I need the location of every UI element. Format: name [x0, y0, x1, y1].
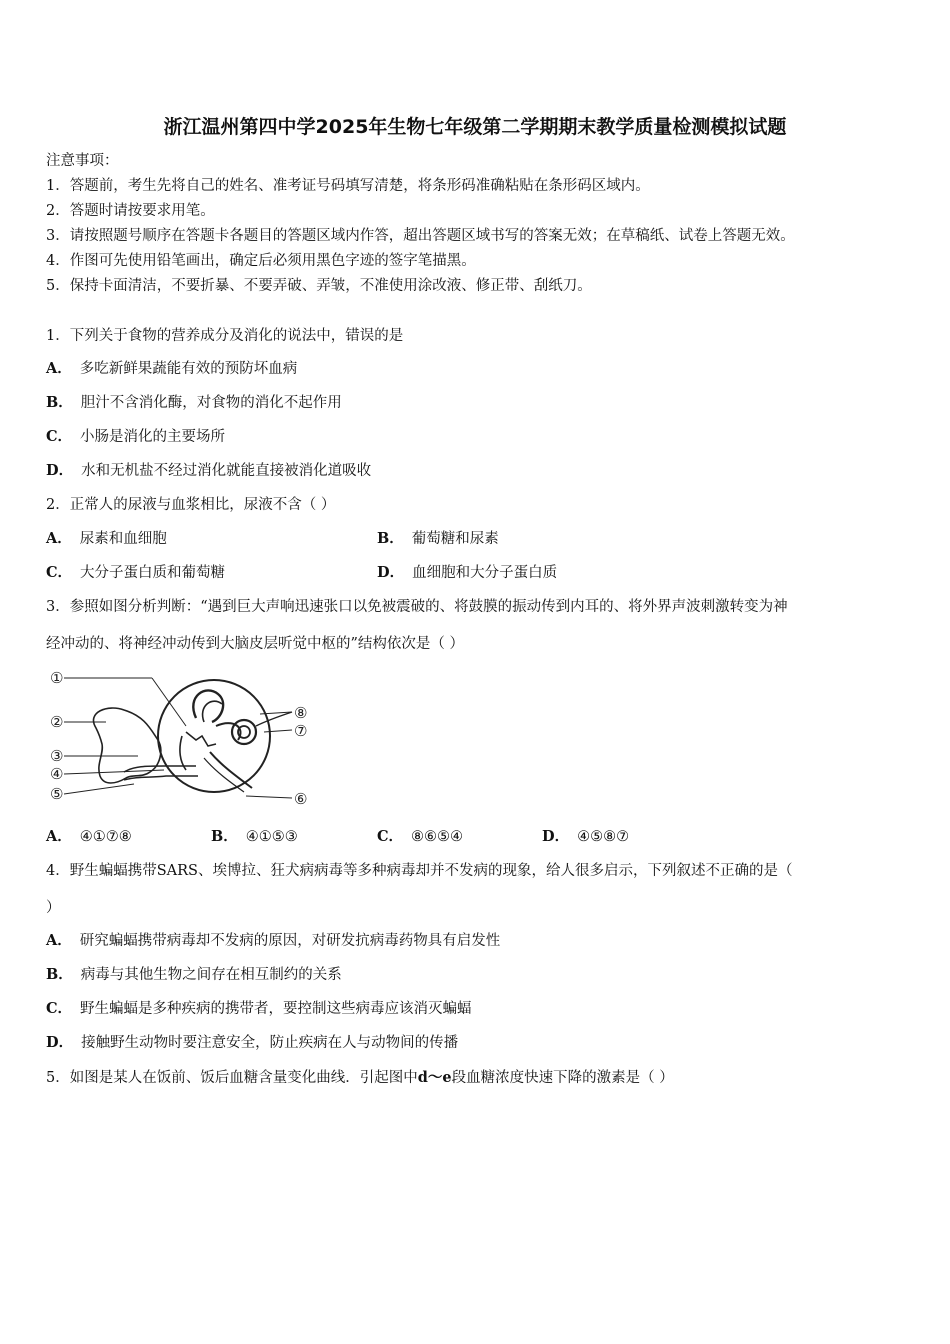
option-text: 野生蝙蝠是多种疾病的携带者，要控制这些病毒应该消灭蝙蝠 — [80, 1001, 472, 1017]
ossicles — [186, 732, 216, 746]
option-label: C． — [46, 1000, 73, 1017]
notice-item: 3．请按照题号顺序在答题卡各题目的答题区域内作答，超出答题区域书写的答案无效；在草稿纸、试卷上答题无效。 — [46, 228, 795, 244]
question-3-stem-line-2: 经冲动的、将神经冲动传到大脑皮层听觉中枢的”结构依次是（ ） — [46, 636, 465, 652]
option-text: 研究蝙蝠携带病毒却不发病的原因，对研发抗病毒药物具有启发性 — [79, 933, 501, 949]
option-text: 胆汁不含消化酶，对食物的消化不起作用 — [80, 395, 342, 411]
option-label: A． — [46, 932, 72, 949]
question-2-option-b — [377, 529, 499, 549]
option-text: ④①⑦⑧ — [79, 829, 132, 845]
question-5-stem-tail: 段血糖浓度快速下降的激素是（ ） — [451, 1070, 674, 1086]
question-4-stem-line-2: ） — [46, 900, 61, 916]
figure-label-4: ④ — [50, 765, 64, 783]
question-5-segment-label: d～e — [417, 1069, 452, 1086]
eardrum — [180, 736, 186, 770]
question-2-option-a — [46, 529, 167, 549]
option-text: 尿素和血细胞 — [79, 531, 167, 547]
option-label: A． — [46, 360, 72, 377]
option-label: C． — [46, 428, 73, 445]
semicircular-canal-c — [216, 723, 241, 740]
question-5-stem — [46, 1068, 674, 1088]
notice-item: 5．保持卡面清洁，不要折暴、不要弄破、弄皱，不准使用涂改液、修正带、刮纸刀。 — [46, 278, 592, 294]
option-label: C． — [377, 828, 404, 845]
option-text: 病毒与其他生物之间存在相互制约的关系 — [80, 967, 342, 983]
question-4-option-d — [46, 1033, 458, 1053]
question-1-option-c — [46, 427, 225, 447]
figure-label-1: ① — [50, 669, 64, 687]
option-text: 水和无机盐不经过消化就能直接被消化道吸收 — [81, 463, 372, 479]
option-label: D． — [542, 828, 570, 845]
option-label: B． — [46, 394, 73, 411]
option-label: B． — [377, 530, 404, 547]
notice-item: 1．答题前，考生先将自己的姓名、准考证号码填写清楚，将条形码准确粘贴在条形码区域内。 — [46, 178, 650, 194]
magnifier-circle — [158, 680, 270, 792]
cochlea-outer — [232, 720, 256, 744]
notice-item: 4．作图可先使用铅笔画出，确定后必须用黑色字迹的签字笔描黑。 — [46, 253, 476, 269]
option-label: D． — [377, 564, 405, 581]
question-4-option-b — [46, 965, 342, 985]
figure-label-8: ⑧ — [294, 704, 308, 722]
question-1-stem: 1．下列关于食物的营养成分及消化的说法中，错误的是 — [46, 328, 404, 344]
question-4-stem-line-1: 4．野生蝙蝠携带SARS、埃博拉、狂犬病病毒等多种病毒却并不发病的现象，给人很多启示，下列叙述不正确的是（ — [46, 863, 793, 879]
notice-heading: 注意事项： — [46, 153, 119, 169]
option-label: B． — [211, 828, 238, 845]
figure-label-6: ⑥ — [294, 790, 308, 808]
question-4-option-c — [46, 999, 472, 1019]
option-text: 多吃新鲜果蔬能有效的预防坏血病 — [79, 361, 298, 377]
question-1-option-b — [46, 393, 342, 413]
option-text: 血细胞和大分子蛋白质 — [412, 565, 558, 581]
option-text: 葡萄糖和尿素 — [411, 531, 499, 547]
option-label: B． — [46, 966, 73, 983]
figure-label-2: ② — [50, 713, 64, 731]
semicircular-canal-a — [193, 690, 223, 722]
question-3-option-b — [211, 827, 298, 847]
option-label: D． — [46, 462, 74, 479]
option-label: A． — [46, 530, 72, 547]
option-text: ⑧⑥⑤④ — [411, 829, 464, 845]
question-2-option-c — [46, 563, 225, 583]
question-3-option-c — [377, 827, 463, 847]
question-2-stem: 2．正常人的尿液与血浆相比，尿液不含（ ） — [46, 497, 336, 513]
option-text: 小肠是消化的主要场所 — [80, 429, 226, 445]
ear-structure-figure — [46, 666, 318, 812]
option-text: ④①⑤③ — [245, 829, 298, 845]
option-text: 大分子蛋白质和葡萄糖 — [80, 565, 226, 581]
question-1-option-d — [46, 461, 371, 481]
semicircular-canal-b — [203, 701, 222, 722]
figure-label-5: ⑤ — [50, 785, 64, 803]
figure-label-3: ③ — [50, 747, 64, 765]
question-3-option-d — [542, 827, 629, 847]
page-title: 浙江温州第四中学2025年生物七年级第二学期期末教学质量检测模拟试题 — [163, 116, 787, 138]
ear-diagram-svg — [46, 666, 318, 812]
option-label: A． — [46, 828, 72, 845]
option-text: ④⑤⑧⑦ — [577, 829, 630, 845]
question-4-option-a — [46, 931, 500, 951]
question-2-option-d — [377, 563, 557, 583]
option-label: D． — [46, 1034, 74, 1051]
option-text: 接触野生动物时要注意安全，防止疾病在人与动物间的传播 — [81, 1035, 459, 1051]
option-label: C． — [46, 564, 73, 581]
notice-item: 2．答题时请按要求用笔。 — [46, 203, 215, 219]
question-5-stem-text: 5．如图是某人在饭前、饭后血糖含量变化曲线．引起图中 — [46, 1070, 418, 1086]
question-1-option-a — [46, 359, 297, 379]
figure-label-7: ⑦ — [294, 722, 308, 740]
question-3-option-a — [46, 827, 132, 847]
question-3-stem-line-1: 3．参照如图分析判断：“遇到巨大声响迅速张口以免被震破的、将鼓膜的振动传到内耳的、将外界声波刺激转变为神 — [46, 599, 788, 615]
